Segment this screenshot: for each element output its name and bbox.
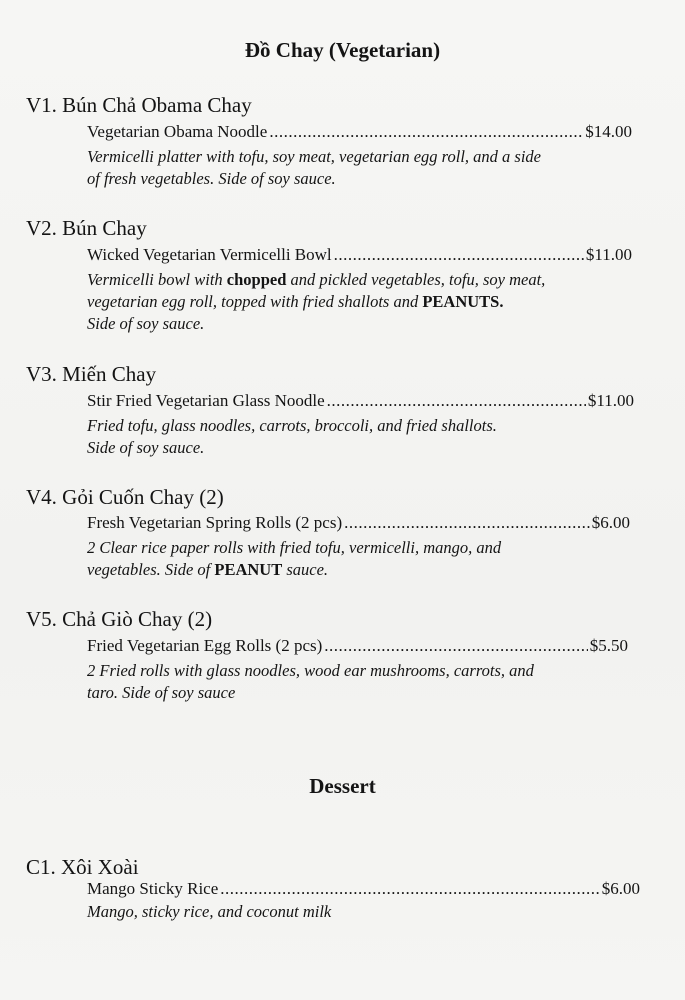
dot-leader xyxy=(220,879,599,899)
dot-leader xyxy=(334,245,584,265)
dot-leader xyxy=(344,513,590,533)
desc-line: Side of soy sauce. xyxy=(87,314,205,333)
item-price: $6.00 xyxy=(601,879,640,898)
desc-line: 2 Fried rolls with glass noodles, wood ear mushrooms, carrots, and xyxy=(87,661,534,680)
item-desc-v2 xyxy=(87,269,647,335)
item-title-v4: V4. Gỏi Cuốn Chay (2) xyxy=(26,485,224,509)
item-name: Fried Vegetarian Egg Rolls (2 pcs) xyxy=(87,636,323,655)
item-title-v2: V2. Bún Chay xyxy=(26,216,147,240)
section-title-vegetarian: Đồ Chay (Vegetarian) xyxy=(244,38,441,62)
item-title-v3: V3. Miến Chay xyxy=(26,362,157,386)
item-name: Vegetarian Obama Noodle xyxy=(87,122,268,141)
item-desc-v4 xyxy=(87,537,647,581)
desc-text: vegetables. Side of xyxy=(87,560,215,579)
item-name: Wicked Vegetarian Vermicelli Bowl xyxy=(87,245,332,264)
item-line-c1 xyxy=(87,879,640,899)
item-name: Fresh Vegetarian Spring Rolls (2 pcs) xyxy=(87,513,343,532)
item-title-c1: C1. Xôi Xoài xyxy=(26,855,139,879)
item-line-v5 xyxy=(87,636,628,656)
desc-line: taro. Side of soy sauce xyxy=(87,683,236,702)
desc-line xyxy=(87,269,647,291)
item-desc-v1 xyxy=(87,146,647,190)
dot-leader xyxy=(324,636,587,656)
item-price: $11.00 xyxy=(585,245,632,264)
desc-text: and pickled vegetables, tofu, soy meat, xyxy=(286,270,546,289)
item-price: $5.50 xyxy=(589,636,628,655)
item-title-v1: V1. Bún Chả Obama Chay xyxy=(26,93,252,117)
desc-bold: chopped xyxy=(226,270,287,289)
item-price: $14.00 xyxy=(585,122,632,141)
desc-line: Mango, sticky rice, and coconut milk xyxy=(87,902,332,921)
item-line-v3 xyxy=(87,391,634,411)
desc-line xyxy=(87,559,647,581)
item-name: Mango Sticky Rice xyxy=(87,879,219,898)
desc-line: Vermicelli platter with tofu, soy meat, vegetarian egg roll, and a side xyxy=(87,147,541,166)
item-desc-c1 xyxy=(87,901,647,923)
item-title-v5: V5. Chả Giò Chay (2) xyxy=(26,607,213,631)
item-line-v4 xyxy=(87,513,630,533)
item-line-v2 xyxy=(87,245,632,265)
item-name: Stir Fried Vegetarian Glass Noodle xyxy=(87,391,325,410)
section-title-dessert: Dessert xyxy=(309,774,376,798)
desc-text: sauce. xyxy=(282,560,329,579)
item-price: $6.00 xyxy=(591,513,630,532)
desc-text: vegetarian egg roll, topped with fried shallots and xyxy=(87,292,423,311)
desc-line: Side of soy sauce. xyxy=(87,438,205,457)
desc-bold: PEANUT xyxy=(214,560,283,579)
item-desc-v3 xyxy=(87,415,647,459)
item-desc-v5 xyxy=(87,660,647,704)
desc-line: of fresh vegetables. Side of soy sauce. xyxy=(87,169,336,188)
dot-leader xyxy=(327,391,586,411)
item-price: $11.00 xyxy=(587,391,634,410)
item-line-v1 xyxy=(87,122,632,142)
desc-line xyxy=(87,291,647,313)
desc-bold: PEANUTS. xyxy=(422,292,504,311)
desc-line: 2 Clear rice paper rolls with fried tofu, vermicelli, mango, and xyxy=(87,538,502,557)
desc-text: Vermicelli bowl with xyxy=(87,270,227,289)
dot-leader xyxy=(269,122,583,142)
desc-line: Fried tofu, glass noodles, carrots, broccoli, and fried shallots. xyxy=(87,416,497,435)
